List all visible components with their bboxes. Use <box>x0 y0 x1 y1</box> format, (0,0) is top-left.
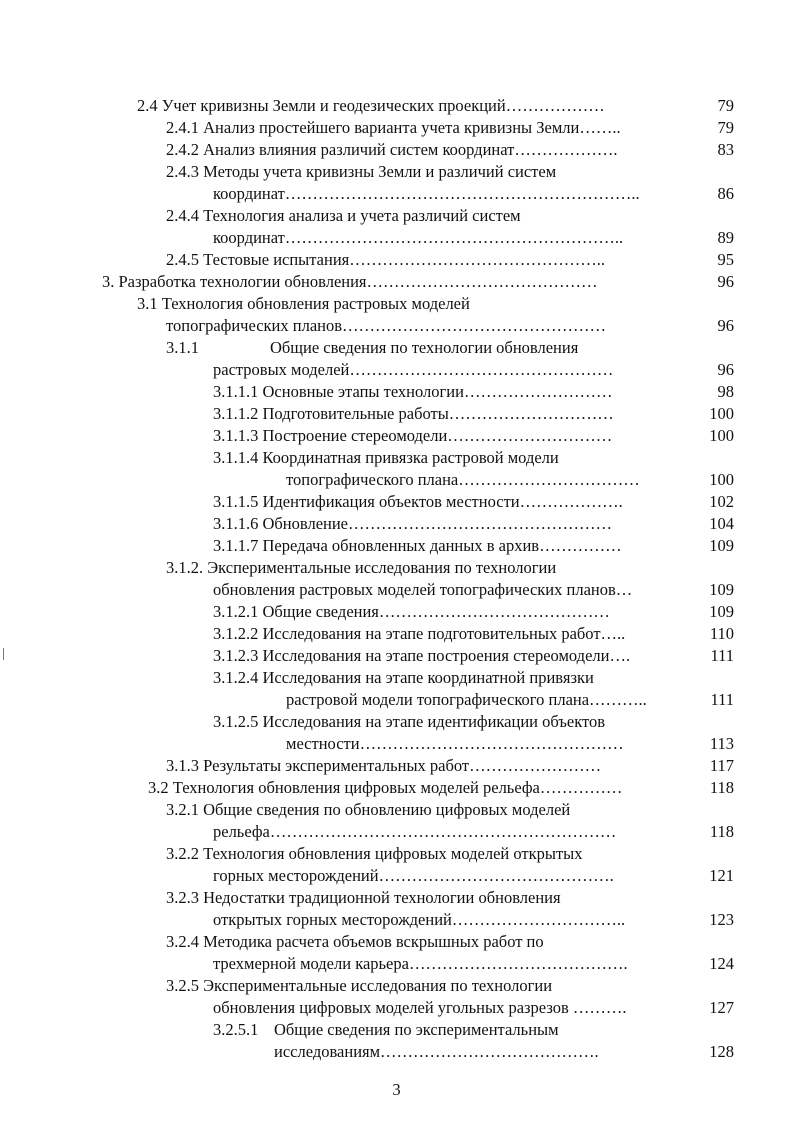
toc-entry: координат……………………………………………………….. <box>213 184 640 203</box>
toc-entry: 3.2 Технология обновления цифровых моделей рельефа…………… <box>148 778 623 797</box>
toc-entry: 2.4 Учет кривизны Земли и геодезических проекций……………… <box>137 96 605 115</box>
toc-entry: 3. Разработка технологии обновления…………………………………… <box>102 272 598 291</box>
toc-entry: трехмерной модели карьера…………………………………. <box>213 954 628 973</box>
toc-entry: 3.1.1.4 Координатная привязка растровой модели <box>213 448 559 467</box>
toc-entry: растровой модели топографического плана……….. <box>286 690 647 709</box>
toc-page-number: 83 <box>717 140 734 159</box>
toc-page-number: 102 <box>709 492 734 511</box>
toc-entry: растровых моделей………………………………………… <box>213 360 614 379</box>
toc-page-number: 96 <box>717 316 734 335</box>
toc-page-number: 113 <box>709 734 734 753</box>
toc-page-number: 109 <box>709 602 734 621</box>
toc-entry-number: 3.1.1 <box>166 338 199 357</box>
toc-entry: горных месторождений……………………………………. <box>213 866 614 885</box>
toc-entry: 3.2.2 Технология обновления цифровых моделей открытых <box>166 844 583 863</box>
toc-entry: 3.1.1.1 Основные этапы технологии……………………… <box>213 382 613 401</box>
toc-entry: обновления растровых моделей топографических планов… <box>213 580 633 599</box>
toc-page-number: 95 <box>717 250 734 269</box>
toc-page-number: 111 <box>710 646 734 665</box>
toc-entry: 3.1.1.3 Построение стереомодели………………………… <box>213 426 613 445</box>
toc-entry: 3.2.3 Недостатки традиционной технологии обновления <box>166 888 561 907</box>
toc-page-number: 109 <box>709 580 734 599</box>
scan-mark <box>3 648 4 660</box>
toc-page-number: 100 <box>709 404 734 423</box>
toc-page-number: 111 <box>710 690 734 709</box>
toc-entry: 3.1.3 Результаты экспериментальных работ…………………… <box>166 756 602 775</box>
toc-entry: 3.2.4 Методика расчета объемов вскрышных работ по <box>166 932 544 951</box>
toc-entry: 2.4.4 Технология анализа и учета различий систем <box>166 206 521 225</box>
toc-page-number: 124 <box>709 954 734 973</box>
toc-entry: 2.4.2 Анализ влияния различий систем координат………………. <box>166 140 618 159</box>
toc-entry: 3.2.1 Общие сведения по обновлению цифровых моделей <box>166 800 571 819</box>
toc-page-number: 109 <box>709 536 734 555</box>
toc-page-number: 123 <box>709 910 734 929</box>
toc-page-number: 104 <box>709 514 734 533</box>
toc-page-number: 79 <box>717 96 734 115</box>
toc-entry: топографических планов………………………………………… <box>166 316 607 335</box>
toc-entry: 3.1.2. Экспериментальные исследования по технологии <box>166 558 557 577</box>
toc-page-number: 100 <box>709 426 734 445</box>
toc-page-number: 110 <box>709 624 734 643</box>
toc-page-number: 79 <box>717 118 734 137</box>
toc-page-number: 127 <box>709 998 734 1017</box>
toc-entry: обновления цифровых моделей угольных разрезов ………. <box>213 998 627 1017</box>
toc-entry: открытых горных месторождений………………………….. <box>213 910 626 929</box>
toc-page-number: 117 <box>709 756 734 775</box>
toc-entry: 3.1.1.2 Подготовительные работы………………………… <box>213 404 614 423</box>
toc-entry: 3.1.2.5 Исследования на этапе идентификации объектов <box>213 712 606 731</box>
toc-entry: 3.1.2.4 Исследования на этапе координатной привязки <box>213 668 594 687</box>
toc-entry: 3.1 Технология обновления растровых моделей <box>137 294 470 313</box>
toc-entry: Общие сведения по технологии обновления <box>270 338 579 357</box>
toc-entry: 3.1.2.2 Исследования на этапе подготовительных работ….. <box>213 624 626 643</box>
toc-entry-number: 3.2.5.1 <box>213 1020 259 1039</box>
toc-entry: 3.1.1.6 Обновление………………………………………… <box>213 514 613 533</box>
toc-entry: 2.4.5 Тестовые испытания……………………………………….. <box>166 250 606 269</box>
toc-page-number: 118 <box>709 822 734 841</box>
toc-entry: координат…………………………………………………….. <box>213 228 624 247</box>
toc-entry: исследованиям…………………………………. <box>274 1042 599 1061</box>
toc-page-number: 89 <box>717 228 734 247</box>
toc-page-number: 121 <box>709 866 734 885</box>
toc-entry: рельефа……………………………………………………… <box>213 822 617 841</box>
page-number: 3 <box>392 1080 401 1099</box>
toc-entry: Общие сведения по экспериментальным <box>274 1020 559 1039</box>
toc-entry: 2.4.3 Методы учета кривизны Земли и различий систем <box>166 162 557 181</box>
toc-entry: 3.2.5 Экспериментальные исследования по технологии <box>166 976 553 995</box>
toc-entry: 3.1.1.5 Идентификация объектов местности………………. <box>213 492 623 511</box>
toc-entry: местности………………………………………… <box>286 734 624 753</box>
toc-entry: 3.1.1.7 Передача обновленных данных в архив…………… <box>213 536 622 555</box>
toc-page-number: 128 <box>709 1042 734 1061</box>
toc-entry: 3.1.2.3 Исследования на этапе построения стереомодели…. <box>213 646 631 665</box>
toc-page-number: 96 <box>717 272 734 291</box>
toc-page-number: 86 <box>717 184 734 203</box>
toc-page-number: 100 <box>709 470 734 489</box>
toc-page-number: 98 <box>717 382 734 401</box>
toc-entry: топографического плана…………………………… <box>286 470 640 489</box>
toc-entry: 3.1.2.1 Общие сведения…………………………………… <box>213 602 610 621</box>
toc-page-number: 118 <box>709 778 734 797</box>
toc-page-number: 96 <box>717 360 734 379</box>
toc-entry: 2.4.1 Анализ простейшего варианта учета кривизны Земли…….. <box>166 118 621 137</box>
